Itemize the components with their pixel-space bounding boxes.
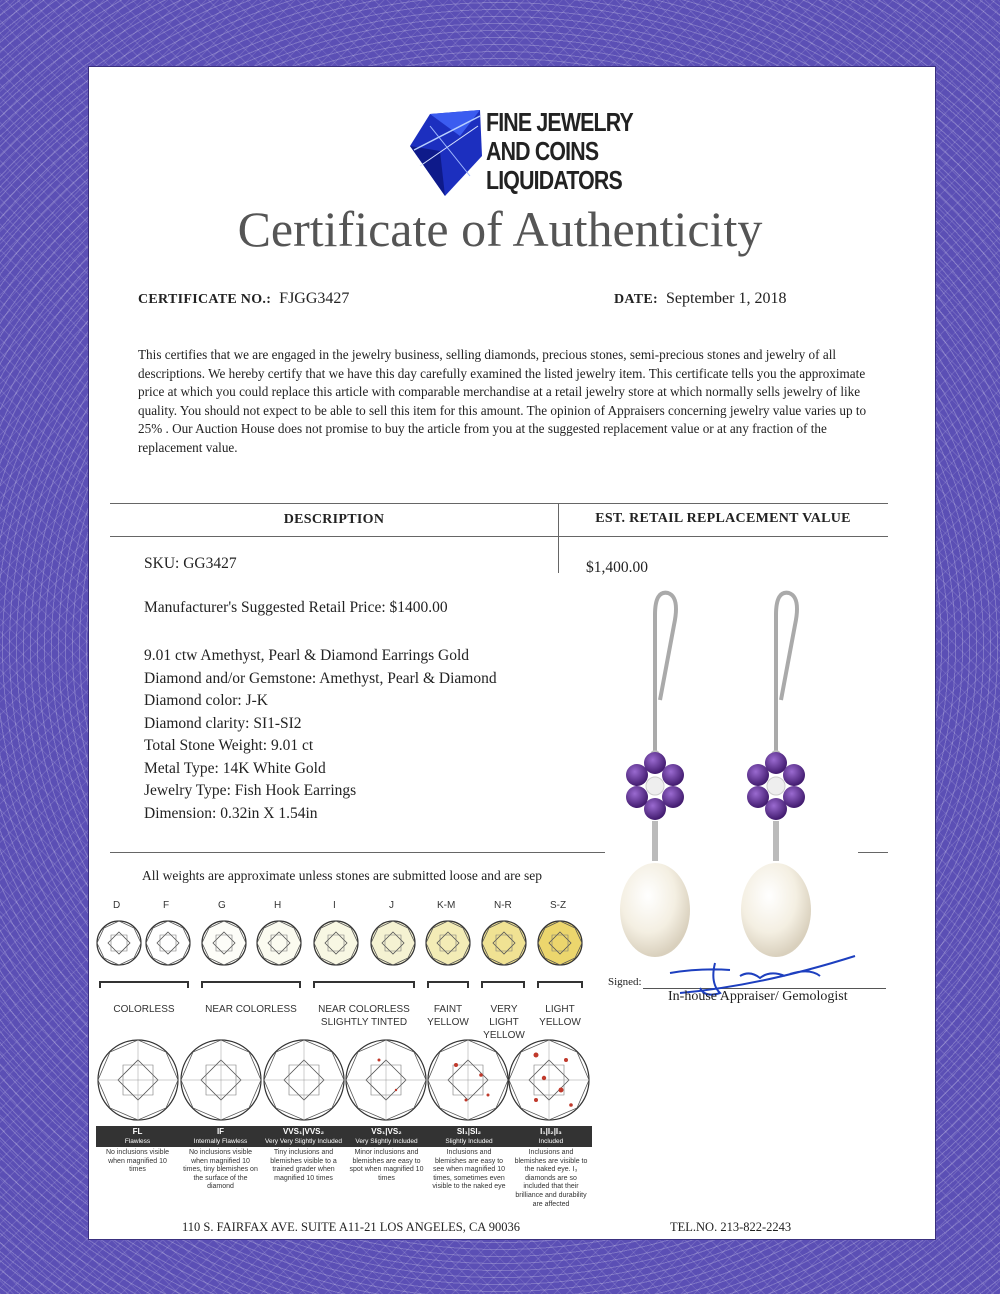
left-earring bbox=[620, 593, 690, 957]
intro-paragraph: This certifies that we are engaged in the jewelry business, selling diamonds, precious stones, semi-precious stones and jewelry of all descriptions. We hereby certify that we have this day carefully examined the listed jewelry item. This certificate tells you the approximate price at which you could replace this article with comparable merchandise at a retail jewelry store at which normally sells jewelry of like quality. You should not expect to be able to sell this item for this amount. The opinion of Appraisers concerning jewelry value varies up to 25% . Our Auction House does not promise to buy the article from you at the suggested replacement value or at any fraction of the replacement value. bbox=[138, 347, 867, 455]
group-near-colorless: NEAR COLORLESS bbox=[205, 1004, 297, 1015]
sku: SKU: GG3427 bbox=[144, 555, 237, 572]
logo-wordmark: FINE JEWELRY AND COINS LIQUIDATORS bbox=[486, 107, 633, 195]
footer-address: 110 S. FAIRFAX AVE. SUITE A11-21 LOS ANGELES, CA 90036 bbox=[182, 1220, 520, 1234]
grade-label-i: I bbox=[333, 900, 336, 911]
table-bottom-rule-right bbox=[858, 852, 888, 853]
footer-telephone: TEL.NO. 213-822-2243 bbox=[670, 1220, 792, 1234]
clarity-fl: FL Flawless No inclusions visible when magnified 10 times bbox=[105, 1127, 170, 1174]
detail-type: Jewelry Type: Fish Hook Earrings bbox=[144, 782, 357, 799]
table-bottom-rule bbox=[110, 852, 605, 853]
clarity-i: I₁|I₂|I₃ Included Inclusions and blemishes are visible to the naked eye. I₃ diamonds are so included that their brilliance and durability are affected bbox=[514, 1127, 588, 1208]
group-light-yellow: LIGHT YELLOW bbox=[539, 1004, 581, 1028]
certificate-number: CERTIFICATE NO.: FJGG3427 bbox=[138, 290, 350, 307]
item-details bbox=[144, 645, 497, 825]
grade-label-d: D bbox=[113, 900, 121, 911]
color-grade-labels bbox=[96, 900, 592, 914]
group-colorless: COLORLESS bbox=[113, 1004, 175, 1015]
table-header-rule bbox=[110, 536, 888, 537]
group-near-colorless-tinted: NEAR COLORLESS SLIGHTLY TINTED bbox=[318, 1004, 410, 1028]
description-header: DESCRIPTION bbox=[283, 512, 385, 527]
earrings-image bbox=[600, 585, 860, 985]
clarity-vs: VS₁|VS₂ Very Slightly Included Minor inclusions and blemishes are easy to spot when magnified 10 times bbox=[349, 1127, 424, 1182]
msrp: Manufacturer's Suggested Retail Price: $1400.00 bbox=[144, 599, 448, 616]
detail-clarity: Diamond clarity: SI1-SI2 bbox=[144, 714, 302, 732]
diamond-grading-chart bbox=[96, 900, 592, 1220]
table-top-rule bbox=[110, 503, 888, 504]
appraiser-title: In-house Appraiser/ Gemologist bbox=[668, 989, 848, 1004]
clarity-if: IF Internally Flawless No inclusions visible when magnified 10 times, tiny blemishes on the surface of the diamond bbox=[183, 1127, 258, 1191]
grade-label-h: H bbox=[274, 900, 282, 911]
clarity-si: SI₁|SI₂ Slightly Included Inclusions and blemishes are easy to see when magnified 10 times, sometimes even visible to the naked eye bbox=[432, 1127, 506, 1191]
detail-gemstone: Diamond and/or Gemstone: Amethyst, Pearl & Diamond bbox=[144, 669, 497, 687]
signed-label: Signed: bbox=[608, 976, 642, 988]
detail-dimension: Dimension: 0.32in X 1.54in bbox=[144, 804, 318, 822]
group-faint-yellow: FAINT YELLOW bbox=[427, 1004, 469, 1028]
detail-metal: Metal Type: 14K White Gold bbox=[144, 759, 326, 777]
retail-value: $1,400.00 bbox=[586, 559, 648, 576]
page-title: Certificate of Authenticity bbox=[237, 201, 763, 257]
detail-color: Diamond color: J-K bbox=[144, 692, 268, 709]
detail-title: 9.01 ctw Amethyst, Pearl & Diamond Earrings Gold bbox=[144, 647, 470, 664]
grade-label-g: G bbox=[218, 900, 226, 911]
grade-label-f: F bbox=[163, 900, 170, 911]
grade-label-nr: N-R bbox=[494, 900, 512, 911]
certificate-date: DATE: September 1, 2018 bbox=[614, 290, 787, 307]
value-header: EST. RETAIL REPLACEMENT VALUE bbox=[595, 511, 851, 526]
detail-weight: Total Stone Weight: 9.01 ct bbox=[144, 737, 314, 754]
group-very-light-yellow: VERY LIGHT YELLOW bbox=[483, 1004, 525, 1041]
grade-label-j: J bbox=[389, 900, 394, 911]
grade-label-sz: S-Z bbox=[550, 900, 567, 911]
clarity-vvs: VVS₁|VVS₂ Very Very Slightly Included Tiny inclusions and blemishes visible to a trained grader when magnified 10 times bbox=[265, 1127, 342, 1182]
weights-note: All weights are approximate unless stones are submitted loose and are sep bbox=[142, 868, 543, 883]
grade-label-km: K-M bbox=[437, 900, 456, 911]
right-earring bbox=[741, 593, 811, 957]
